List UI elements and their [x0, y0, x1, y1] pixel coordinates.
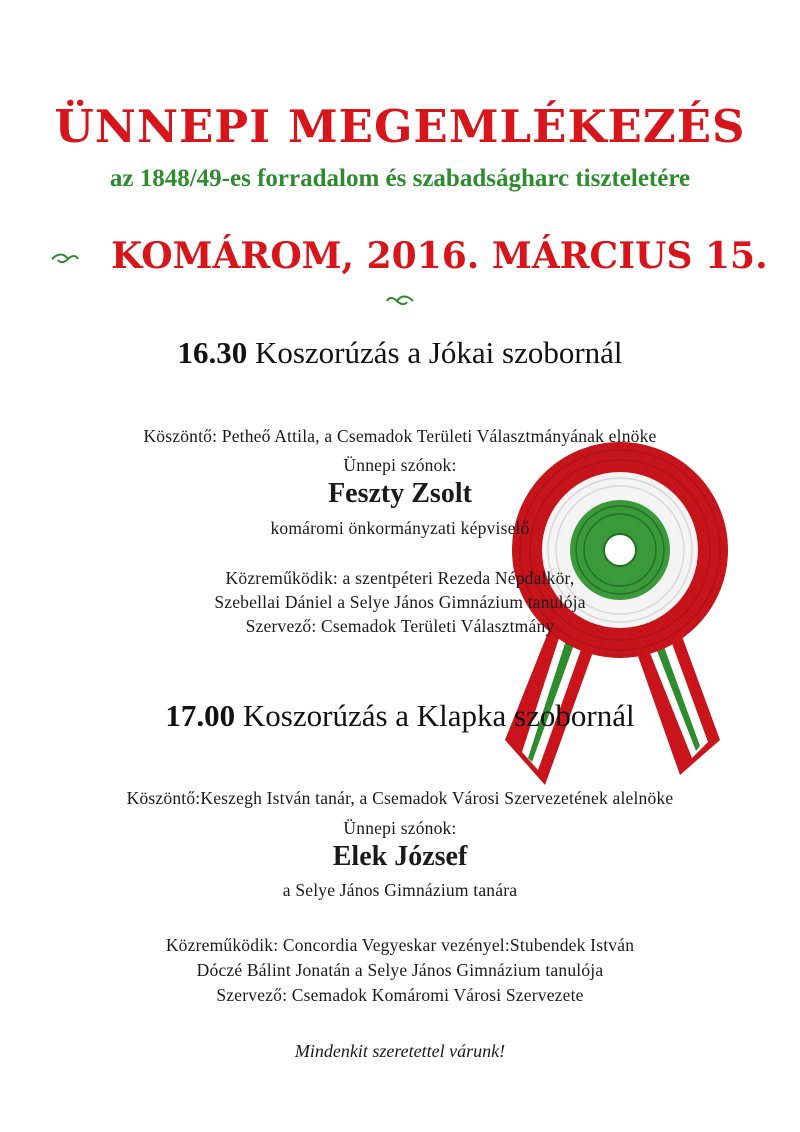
event-2-detail: Szervező: Csemadok Komáromi Városi Szervezete — [216, 985, 584, 1005]
event-1-detail: Szervező: Csemadok Területi Választmány — [245, 616, 555, 636]
event-date: KOMÁROM, 2016. MÁRCIUS 15. — [110, 235, 768, 277]
date-line — [0, 235, 800, 319]
event-2-speaker-label: Ünnepi szónok: — [343, 818, 457, 838]
event-2-greeting: Köszöntő:Keszegh István tanár, a Csemadok Városi Szervezetének alelnöke — [126, 788, 674, 808]
event-1-speaker-label: Ünnepi szónok: — [343, 455, 457, 475]
event-2-speaker-role: a Selye János Gimnázium tanára — [282, 880, 518, 900]
event-2-detail: Dóczé Bálint Jonatán a Selye János Gimnázium tanulója — [196, 960, 604, 980]
page-subtitle: az 1848/49-es forradalom és szabadságharc tiszteletére — [109, 165, 691, 192]
event-2-name: Koszorúzás a Klapka szobornál — [242, 698, 635, 733]
event-1-speaker-name: Feszty Zsolt — [328, 478, 472, 509]
event-2-time: 17.00 — [165, 698, 236, 733]
event-1-speaker-role: komáromi önkormányzati képviselő — [270, 518, 530, 538]
event-2-detail: Közreműködik: Concordia Vegyeskar vezényel:Stubendek István — [165, 935, 635, 955]
event-2-title — [0, 698, 800, 734]
event-1-title — [0, 335, 800, 371]
page-title: ÜNNEPI MEGEMLÉKEZÉS — [54, 100, 746, 153]
event-1-detail: Szebellai Dániel a Selye János Gimnázium tanulója — [214, 592, 586, 612]
event-1-time: 16.30 — [177, 335, 248, 370]
closing-invitation: Mindenkit szeretettel várunk! — [294, 1041, 506, 1061]
event-1-greeting: Köszöntő: Petheő Attila, a Csemadok Területi Választmányának elnöke — [143, 426, 657, 446]
event-1-detail: Közreműködik: a szentpéteri Rezeda Népdalkör, — [225, 568, 575, 588]
leaf-flourish-icon — [385, 293, 415, 309]
leaf-flourish-icon — [50, 251, 80, 267]
event-2-speaker-name: Elek József — [332, 841, 468, 872]
event-1-name: Koszorúzás a Jókai szobornál — [254, 335, 623, 370]
